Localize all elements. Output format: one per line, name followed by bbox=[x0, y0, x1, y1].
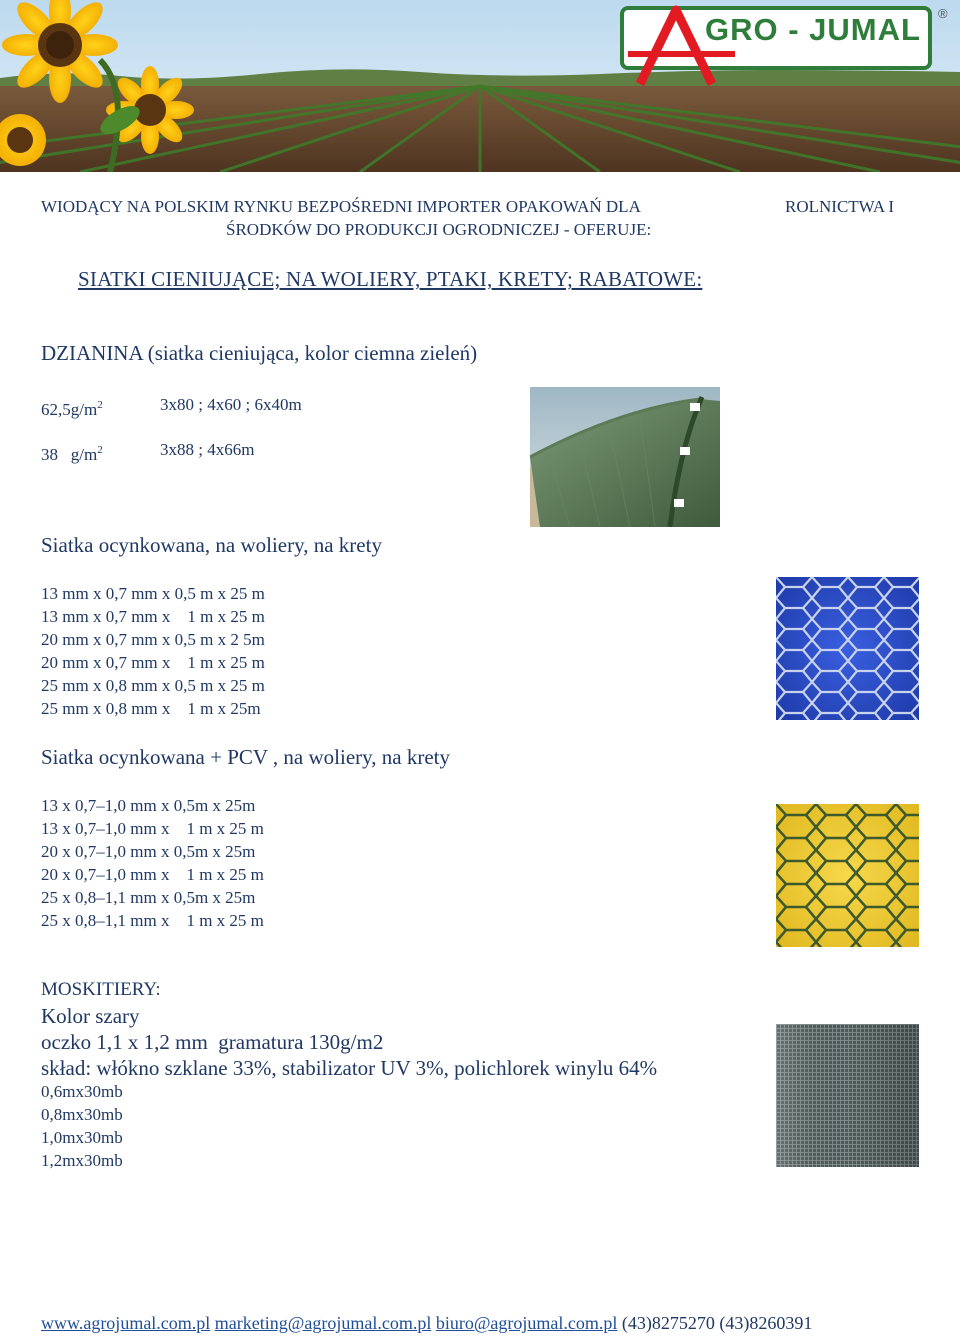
pcv-mesh-photo bbox=[776, 804, 919, 947]
moskitiery-mesh: oczko 1,1 x 1,2 mm gramatura 130g/m2 bbox=[41, 1030, 384, 1054]
pcv-heading: Siatka ocynkowana + PCV , na woliery, na krety bbox=[41, 745, 451, 769]
dzianina-sizes-2: 3x88 ; 4x66m bbox=[160, 440, 255, 459]
header-line-1a: WIODĄCY NA POLSKIM RYNKU BEZPOŚREDNI IMPORTER OPAKOWAŃ DLA bbox=[41, 197, 641, 216]
mosquito-net-photo bbox=[776, 1024, 919, 1167]
dzianina-sizes-1: 3x80 ; 4x60 ; 6x40m bbox=[160, 395, 302, 414]
list-item: 20 x 0,7–1,0 mm x 1 m x 25 m bbox=[41, 865, 264, 884]
moskitiery-color: Kolor szary bbox=[41, 1004, 140, 1028]
shade-net-photo bbox=[530, 387, 720, 527]
list-item: 25 x 0,8–1,1 mm x 1 m x 25 m bbox=[41, 911, 264, 930]
list-item: 20 mm x 0,7 mm x 0,5 m x 2 5m bbox=[41, 630, 265, 649]
dzianina-heading: DZIANINA (siatka cieniująca, kolor ciemna zieleń) bbox=[41, 341, 478, 365]
list-item: 13 x 0,7–1,0 mm x 1 m x 25 m bbox=[41, 819, 264, 838]
list-item: 0,8mx30mb bbox=[41, 1105, 123, 1124]
moskitiery-heading: MOSKITIERY: bbox=[41, 979, 161, 1000]
list-item: 20 mm x 0,7 mm x 1 m x 25 m bbox=[41, 653, 265, 672]
list-item: 25 mm x 0,8 mm x 1 m x 25m bbox=[41, 699, 261, 718]
marketing-email-link[interactable]: marketing@agrojumal.com.pl bbox=[214, 1313, 432, 1333]
ocynkowana-heading: Siatka ocynkowana, na woliery, na krety bbox=[41, 533, 382, 557]
list-item: 1,0mx30mb bbox=[41, 1128, 123, 1147]
office-email-link[interactable]: biuro@agrojumal.com.pl bbox=[435, 1313, 618, 1333]
footer bbox=[41, 1312, 812, 1334]
banner bbox=[0, 0, 960, 172]
header-line-1b: ROLNICTWA I bbox=[785, 197, 895, 216]
dzianina-weight-1: $62,5g/m^2$ bbox=[41, 399, 103, 419]
header-line-2: ŚRODKÓW DO PRODUKCJI OGRODNICZEJ - OFERUJE: bbox=[226, 220, 652, 239]
phone-numbers: (43)8275270 (43)8260391 bbox=[621, 1313, 813, 1333]
galvanized-mesh-photo bbox=[776, 577, 919, 720]
moskitiery-composition: skład: włókno szklane 33%, stabilizator UV 3%, polichlorek winylu 64% bbox=[41, 1056, 658, 1080]
list-item: 25 x 0,8–1,1 mm x 0,5m x 25m bbox=[41, 888, 256, 907]
website-link[interactable]: www.agrojumal.com.pl bbox=[41, 1313, 211, 1333]
page-title: SIATKI CIENIUJĄCE; NA WOLIERY, PTAKI, KRETY; RABATOWE: bbox=[78, 267, 703, 291]
registered-mark: ® bbox=[938, 6, 948, 21]
list-item: 0,6mx30mb bbox=[41, 1082, 123, 1101]
logo-text: GRO - JUMAL bbox=[705, 12, 921, 47]
list-item: 25 mm x 0,8 mm x 0,5 m x 25 m bbox=[41, 676, 265, 695]
list-item: 20 x 0,7–1,0 mm x 0,5m x 25m bbox=[41, 842, 256, 861]
list-item: 13 mm x 0,7 mm x 0,5 m x 25 m bbox=[41, 584, 265, 603]
list-item: 13 mm x 0,7 mm x 1 m x 25 m bbox=[41, 607, 265, 626]
dzianina-weight-2: 38 $g/m^2$ bbox=[41, 444, 103, 464]
list-item: 1,2mx30mb bbox=[41, 1151, 123, 1170]
list-item: 13 x 0,7–1,0 mm x 0,5m x 25m bbox=[41, 796, 256, 815]
